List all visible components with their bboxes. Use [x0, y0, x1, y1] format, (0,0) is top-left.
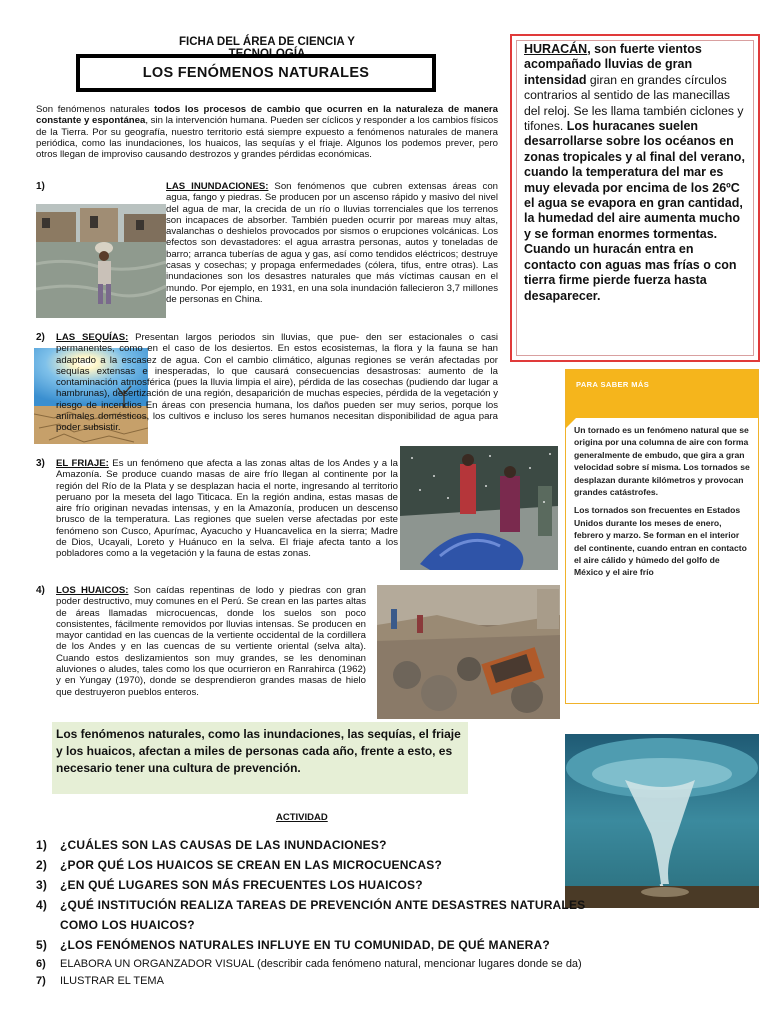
para-saber-mas-box: [565, 369, 759, 704]
section-title: LAS SEQUÍAS:: [56, 332, 129, 343]
section-inundaciones: [166, 181, 498, 305]
section-number: 3): [36, 458, 45, 469]
section-title: EL FRIAJE:: [56, 458, 109, 469]
activity-task: [36, 958, 582, 970]
saber-label: PARA SABER MÁS: [576, 380, 650, 389]
task-text: ELABORA UN ORGANZADOR VISUAL (describir cada fenómeno natural, mencionar lugares donde se da): [60, 958, 582, 970]
saber-paragraph-1: Un tornado es un fenómeno natural que se origina por una columna de aire con forma generalmente de embudo, que gira a gran velocidad sobre sí misma. Los tornados se desplazan durante kilómetros y provocan grandes catástrofes.: [574, 425, 750, 498]
section-sequias: [56, 332, 498, 434]
question-text: ¿QUÉ INSTITUCIÓN REALIZA TAREAS DE PREVENCIÓN ANTE DESASTRES NATURALES: [60, 898, 586, 912]
question-text: COMO LOS HUAICOS?: [60, 918, 195, 932]
conclusion-text: Los fenómenos naturales, como las inundaciones, las sequías, el friaje y los huaicos, afectan a miles de personas cada año, frente a esto, es necesario tener una cultura de prevención.: [56, 727, 461, 776]
task-text: ILUSTRAR EL TEMA: [60, 975, 164, 987]
section-huaicos: [56, 585, 366, 698]
conclusion-box: [52, 722, 468, 794]
intro-rest-text: , sin la intervención humana. Pueden ser cíclicos y responder a los cambios físicos de la Tierra. Por su geografía, nuestro territorio está siempre expuesto a fenómenos naturales de manera periódica, como las inundaciones, los huaicos, las sequías y el friaje. Algunos los podemos prever, pero otros llegan de improviso causando destrozos y grandes pérdidas económicas.: [36, 115, 498, 161]
huracan-text-3: Los huracanes suelen desarrollarse sobre los océanos en zonas tropicales y al final del verano, cuando la temperatura del mar es muy elevada por encima de los 26ºC el agua se evapora en gran cantidad, la humedad del aire aumenta mucho y se forman enormes tormentas. Cuando un huracán entra en contacto con aguas mas frías o con tierra firme pierde fuerza hasta desaparecer.: [524, 119, 745, 303]
activity-question-continuation: [36, 918, 195, 932]
section-title: LAS INUNDACIONES:: [166, 181, 269, 192]
huracan-text-1: , son fuerte vientos acompañado lluvias de gran intensidad: [524, 42, 702, 87]
section-text: Presentan largos periodos sin lluvias, que pue- den ser estacionales o casi permanentes, como en el caso de los desiertos. En estos ecosistemas, la flora y la fauna se han adaptado a la escasez de agua. Con el cambio climático, algunas regiones se verán afectadas por sequías extensas e inesperadas, lo que causará consecuencias desastrosas: aumento de la contaminación atmosférica (pues la lluvia limpia el aire), pérdida de las cosechas (pudiendo dar lugar a hambrunas), desertización de una región, desaparición de muchas especies, pérdida de la vegetación y riesgo de incendios En áreas con presencia humana, los daños pueden ser muy serios, porque los animales domésticos, los cultivos e incluso los seres humanos necesitan disponibilidad de agua para poder subsistir.: [56, 332, 498, 434]
activity-task: [36, 975, 164, 987]
intro-text: Son fenómenos naturales: [36, 104, 155, 115]
document-heading: FICHA DEL ÁREA DE CIENCIA Y TECNOLOGÍA: [179, 36, 355, 60]
question-number: 4): [36, 898, 48, 912]
section-text: Son fenómenos que cubren extensas áreas con agua, fango y piedras. Se producen por un ascenso rápido y masivo del nivel del agua de mar, la crecida de un río o lluvias torrenciales que los terrenos son incapaces de absorber. También pueden ocurrir por mareas muy altas, avalanchas o deshielos provocados por sismos o erupciones volcánicas. Los efectos son devastadores: el agua arrastra personas, autos y toneladas de barro; arranca tuberías de agua y gas, así como tendidos eléctricos; destruye casas y cosechas; y propaga enfermedades (cólera, tifus, entre otras). Las inundaciones son los desastres naturales que más víctimas causan en el mundo. Por ejemplo, en 1931, en una sola inundación fallecieron 3,7 millones de personas en China.: [166, 181, 499, 305]
title-box: [76, 54, 436, 92]
document-title: LOS FENÓMENOS NATURALES: [142, 65, 370, 81]
task-number: 6): [36, 958, 46, 970]
friaje-photo: [400, 446, 558, 570]
section-text: Es un fenómeno que afecta a las zonas altas de los Andes y a la Amazonía. Se produce cuando masas de aire frío llegan al continente por la región del Río de la Plata y se desplazan hacia el norte, ingresando al territorio peruano por la meseta del lago Titicaca. En la región andina, estas masas de aire frío originan nevadas intensas, y en la Amazonía, producen un descenso brusco de la temperatura. Las regiones que suelen verse afectadas por este fenómeno son Cusco, Apurímac, Ayacucho y Huancavelica en la sierra; Madre de Dios, Ucayali, Loreto y Huánuco en la selva. El friaje afecta tanto a los pobladores como a la vegetación y la fauna de estas zonas.: [56, 458, 398, 560]
activity-question: [36, 938, 550, 952]
question-number: 1): [36, 838, 48, 852]
intro-bold-text: todos los procesos de cambio que ocurren en la naturaleza de manera constante y espontánea: [36, 104, 498, 127]
question-text: ¿CUÁLES SON LAS CAUSAS DE LAS INUNDACIONES?: [60, 838, 387, 852]
question-text: ¿EN QUÉ LUGARES SON MÁS FRECUENTES LOS HUAICOS?: [60, 878, 423, 892]
question-text: ¿POR QUÉ LOS HUAICOS SE CREAN EN LAS MICROCUENCAS?: [60, 858, 443, 872]
question-text: ¿LOS FENÓMENOS NATURALES INFLUYE EN TU COMUNIDAD, DE QUÉ MANERA?: [60, 938, 550, 952]
saber-band: [566, 370, 758, 418]
activity-title: ACTIVIDAD: [276, 812, 328, 823]
question-number: 5): [36, 938, 48, 952]
section-text: Son caídas repentinas de lodo y piedras con gran poder destructivo, muy comunes en el Perú. Se crean en las partes altas de áreas llamadas microcuencas, donde los suelos son poco consistentes, fácilmente removidos por lluvias intensas. Se producen en mayor cantidad en las cuencas de la vertiente occidental de la cordillera de los Andes y en las cuencas de su vertiente oriental (selva alta). Cuando estos deslizamientos son muy grandes, se les denominan aluviones o aludes, tales como los que ocurrieron en Ranrahirca (1962) y en Yungay (1970), donde se desprendieron grandes masas de hielo que destruyeron pueblos enteros.: [56, 585, 366, 698]
saber-text: [574, 424, 750, 579]
section-number: 2): [36, 332, 45, 343]
activity-question: [36, 838, 387, 852]
huaico-photo: [377, 585, 560, 719]
activity-question: [36, 898, 585, 912]
section-title: LOS HUAICOS:: [56, 585, 129, 596]
huracan-box: [510, 34, 760, 362]
flood-photo: [36, 204, 166, 318]
intro-paragraph: [36, 104, 498, 160]
task-number: 7): [36, 975, 46, 987]
section-friaje: [56, 458, 398, 560]
section-number: 4): [36, 585, 45, 596]
huracan-term: HURACÁN: [524, 42, 588, 56]
tornado-photo: [565, 734, 759, 908]
activity-question: [36, 878, 423, 892]
huracan-text: [524, 42, 746, 304]
question-number: 2): [36, 858, 48, 872]
saber-paragraph-2: Los tornados son frecuentes en Estados Unidos durante los meses de enero, febrero y marzo. Se forman en el interior del continente, cuando entran en contacto el aire cálido y húmedo del golfo de México y el aire frío: [574, 505, 747, 578]
huracan-text-2: giran en grandes círculos contrarios al sentido de las manecillas del reloj. Se les llama también ciclones y tifones.: [524, 72, 744, 134]
question-number: 3): [36, 878, 48, 892]
section-number: 1): [36, 181, 45, 192]
activity-question: [36, 858, 442, 872]
